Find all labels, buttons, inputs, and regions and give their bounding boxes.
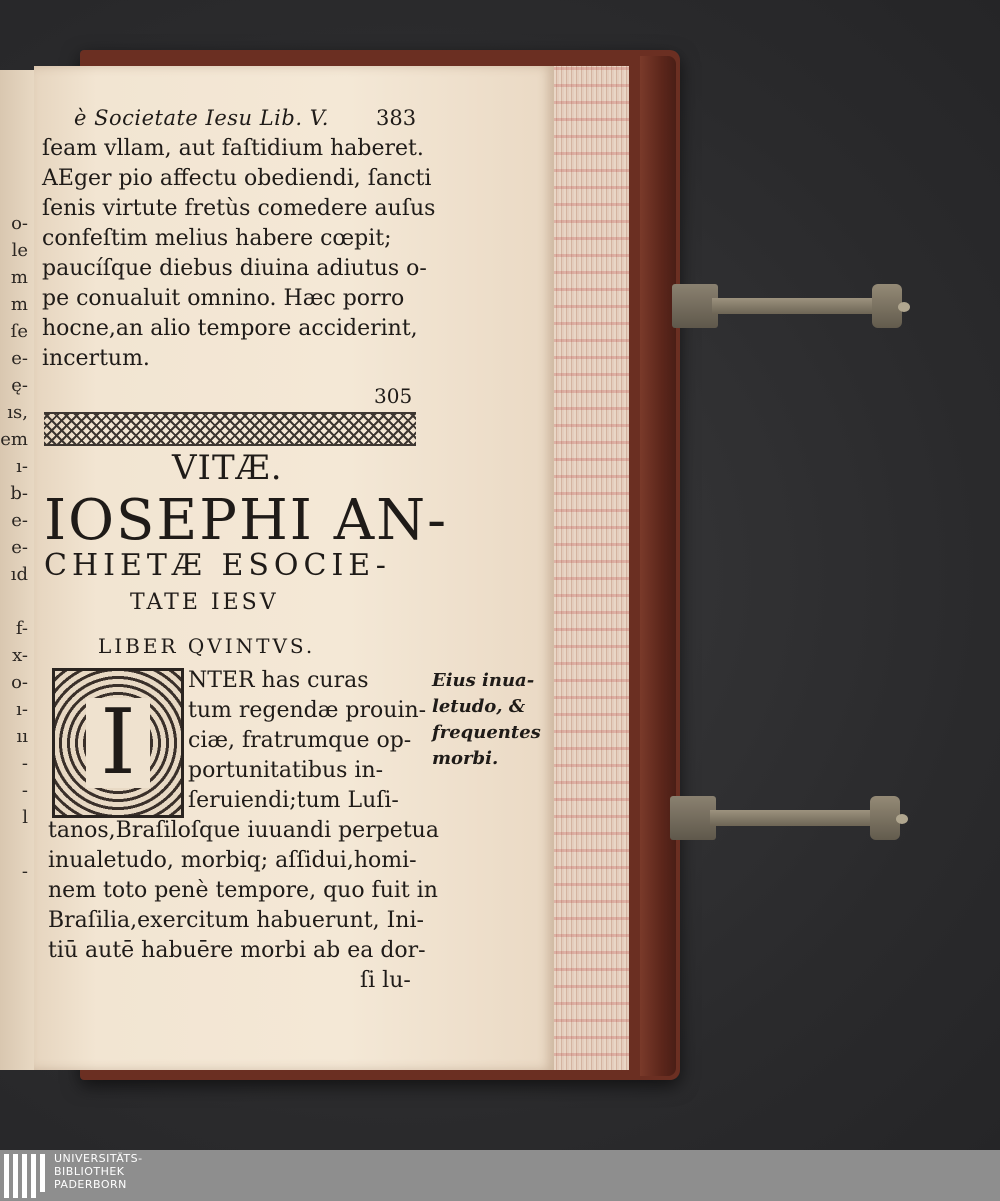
left-page-fragment: e-: [11, 510, 28, 531]
section-number: 305: [374, 384, 413, 408]
body-line: ſeruiendi;tum Luſi-: [188, 788, 399, 813]
library-name-line: BIBLIOTHEK: [54, 1165, 125, 1178]
body-line: ciæ, fratrumque op-: [188, 728, 412, 753]
body-line: tanos,Braſiloſque iuuandi perpetua: [48, 818, 439, 843]
upper-clasp: [672, 284, 922, 328]
left-page-fragment: e-: [11, 537, 28, 558]
body-line: pe conualuit omnino. Hæc porro: [42, 286, 405, 311]
body-line: Braſilia,exercitum habuerunt, Ini-: [48, 908, 424, 933]
footer-bar: [0, 1150, 1000, 1201]
title-line-5: LIBER QVINTVS.: [98, 634, 316, 658]
left-page-fragment: [0, 588, 28, 615]
marginal-note-line: morbi.: [432, 748, 499, 769]
body-line: AEger pio affectu obediendi, ſancti: [42, 166, 432, 191]
body-line: tum regendæ prouin-: [188, 698, 427, 723]
page-number: 383: [376, 106, 417, 130]
library-name-line: PADERBORN: [54, 1178, 127, 1191]
title-line-2: IOSEPHI AN-: [44, 488, 449, 553]
left-page-fragment: ı-: [16, 456, 28, 477]
body-line: NTER has curas: [188, 668, 369, 693]
body-line: paucíſque diebus diuina adiutus o-: [42, 256, 427, 281]
initial-letter: I: [86, 698, 150, 788]
left-page-fragment: ı-: [16, 699, 28, 720]
left-page-fragment: b-: [10, 483, 28, 504]
body-line: tiū autē habuēre morbi ab ea dor-: [48, 938, 426, 963]
body-line: confeſtim melius habere cœpit;: [42, 226, 392, 251]
catchword: ſi lu-: [360, 968, 411, 993]
left-page-fragment: x-: [12, 645, 28, 666]
left-page-fragment: e-: [11, 348, 28, 369]
marginal-note-line: letudo, &: [432, 696, 526, 717]
lower-clasp: [670, 796, 920, 840]
left-page-fragment: ſe: [10, 321, 28, 342]
library-logo-icon: [4, 1154, 48, 1198]
left-page-fragment: f-: [15, 618, 28, 639]
left-page-fragment: em: [0, 429, 28, 450]
cover-edge: [640, 56, 676, 1076]
left-page-fragment: o-: [11, 672, 28, 693]
title-line-3: CHIETÆ ESOCIE-: [44, 548, 391, 583]
page-edges: [548, 66, 629, 1070]
title-line-4: TATE IESV: [130, 590, 279, 615]
left-page-fragment: [0, 831, 28, 858]
body-line: nem toto penè tempore, quo fuit in: [48, 878, 438, 903]
left-page-fragment: le: [11, 240, 28, 261]
body-line: inualetudo, morbiq; aſſidui,homi-: [48, 848, 417, 873]
left-page-fragment: -: [21, 753, 28, 774]
running-title: è Societate Iesu Lib. V.: [74, 106, 329, 130]
left-page-fragment: l: [22, 807, 28, 828]
left-page-fragment: ıs,: [7, 402, 28, 423]
left-page-fragment: ıd: [10, 564, 28, 585]
library-name-line: UNIVERSITÄTS-: [54, 1152, 143, 1165]
body-line: incertum.: [42, 346, 150, 371]
title-line-1: VITÆ.: [172, 448, 283, 488]
body-line: ſeam vllam, aut faſtidium haberet.: [42, 136, 424, 161]
decorated-initial: [52, 668, 184, 818]
marginal-note-line: Eius inua-: [432, 670, 535, 691]
left-page-fragment: o-: [11, 213, 28, 234]
left-page-fragment: m: [10, 294, 28, 315]
left-page-fragment: ıı: [16, 726, 28, 747]
body-line: ſenis virtute fretùs comedere auſus: [42, 196, 436, 221]
left-page-fragment: -: [21, 780, 28, 801]
left-page-fragment: m: [10, 267, 28, 288]
left-page-fragment: ę-: [11, 375, 28, 396]
ornament-band: [44, 412, 416, 446]
library-name: [54, 1152, 143, 1191]
body-line: hocne,an alio tempore acciderint,: [42, 316, 418, 341]
body-line: portunitatibus in-: [188, 758, 384, 783]
left-page-fragments: [0, 210, 28, 885]
marginal-note-line: frequentes: [432, 722, 541, 743]
left-page-fragment: -: [21, 861, 28, 882]
